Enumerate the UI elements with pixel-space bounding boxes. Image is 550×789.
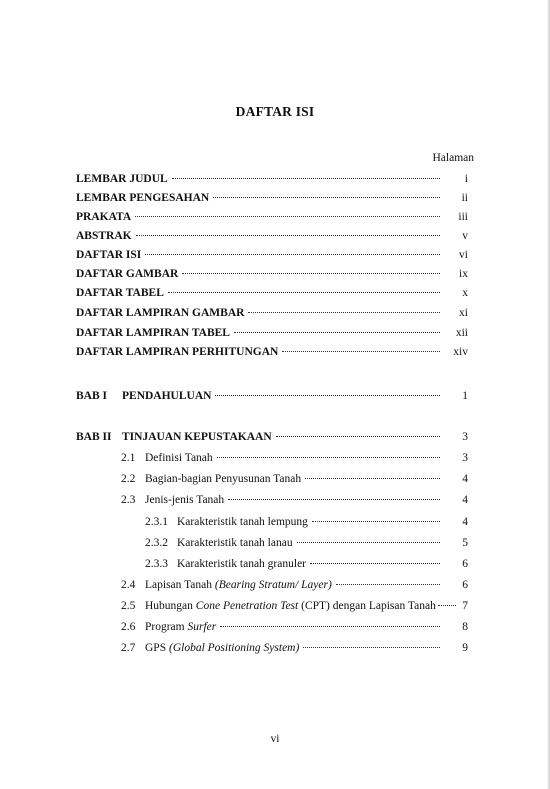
toc-section (121, 494, 468, 511)
section-number: 2.2 (121, 473, 136, 485)
section-page: 3 (462, 452, 468, 464)
dot-leader (336, 584, 440, 585)
toc-entry (76, 327, 468, 344)
toc-entry-page: x (462, 287, 468, 299)
dot-leader (217, 457, 440, 458)
dot-leader (215, 395, 440, 396)
toc-entry-label: DAFTAR LAMPIRAN PERHITUNGAN (76, 346, 279, 358)
section-page: 8 (462, 621, 468, 633)
toc-entry (76, 249, 468, 266)
toc-entry-page: xiv (453, 346, 468, 358)
toc-entry-label: ABSTRAK (76, 230, 132, 242)
toc-entry-label: DAFTAR GAMBAR (76, 268, 179, 280)
dot-leader (310, 563, 440, 564)
toc-section (121, 579, 468, 596)
section-number: 2.1 (121, 452, 136, 464)
halaman-column-label: Halaman (432, 152, 474, 164)
page-number: vi (270, 733, 280, 745)
dot-leader (297, 542, 440, 543)
section-label: Lapisan Tanah (Bearing Stratum/ Layer) (145, 579, 332, 591)
dot-leader (168, 292, 440, 293)
section-page: 4 (462, 473, 468, 485)
dot-leader (145, 254, 440, 255)
toc-entry-label: LEMBAR JUDUL (76, 173, 168, 185)
section-page: 7 (462, 600, 468, 612)
toc-section (121, 621, 468, 638)
toc-entry-label: LEMBAR PENGESAHAN (76, 192, 210, 204)
section-page: 5 (462, 537, 468, 549)
toc-chapter-2 (76, 431, 468, 448)
toc-subsection (145, 558, 468, 575)
section-label: Karakteristik tanah lempung (177, 516, 308, 528)
dot-leader (182, 273, 440, 274)
toc-entry (76, 230, 468, 247)
dot-leader (220, 626, 440, 627)
toc-entry (76, 346, 468, 363)
chapter-number: BAB I (76, 390, 107, 402)
chapter-page: 3 (462, 431, 468, 443)
section-label: Hubungan Cone Penetration Test (CPT) dengan Lapisan Tanah (145, 600, 436, 612)
chapter-title: PENDAHULUAN (122, 390, 212, 402)
section-number: 2.3.3 (145, 558, 168, 570)
section-label: Karakteristik tanah lanau (177, 537, 293, 549)
section-label: Bagian-bagian Penyusunan Tanah (145, 473, 302, 485)
toc-entry (76, 287, 468, 304)
toc-entry-label: DAFTAR LAMPIRAN TABEL (76, 327, 230, 339)
dot-leader (248, 312, 440, 313)
section-page: 9 (462, 642, 468, 654)
dot-leader (136, 235, 440, 236)
section-number: 2.4 (121, 579, 136, 591)
dot-leader (312, 521, 440, 522)
toc-entry-page: xii (455, 327, 468, 339)
section-number: 2.6 (121, 621, 136, 633)
toc-subsection (145, 516, 468, 533)
dot-leader (282, 351, 440, 352)
section-page: 6 (462, 558, 468, 570)
page-title: DAFTAR ISI (235, 104, 315, 119)
dot-leader (228, 499, 440, 500)
chapter-number: BAB II (76, 431, 112, 443)
dot-leader (303, 647, 440, 648)
section-number: 2.3.1 (145, 516, 168, 528)
section-page: 6 (462, 579, 468, 591)
toc-entry-label: DAFTAR LAMPIRAN GAMBAR (76, 307, 245, 319)
section-number: 2.3 (121, 494, 136, 506)
toc-entry-page: i (464, 173, 468, 185)
chapter-page: 1 (462, 390, 468, 402)
toc-entry-label: DAFTAR TABEL (76, 287, 164, 299)
dot-leader (438, 605, 456, 606)
section-page: 4 (462, 494, 468, 506)
section-label: Program Surfer (145, 621, 217, 633)
dot-leader (213, 197, 440, 198)
toc-entry-page: ii (461, 192, 468, 204)
section-label: Karakteristik tanah granuler (177, 558, 306, 570)
toc-section (121, 600, 468, 617)
dot-leader (135, 216, 440, 217)
toc-chapter-1 (76, 390, 468, 407)
toc-entry-label: DAFTAR ISI (76, 249, 142, 261)
section-page: 4 (462, 516, 468, 528)
section-number: 2.7 (121, 642, 136, 654)
dot-leader (172, 178, 440, 179)
section-label: GPS (Global Positioning System) (145, 642, 300, 654)
section-label: Jenis-jenis Tanah (145, 494, 225, 506)
dot-leader (234, 332, 440, 333)
toc-entry (76, 268, 468, 285)
toc-entry (76, 211, 468, 228)
section-number: 2.5 (121, 600, 136, 612)
toc-entry (76, 307, 468, 324)
toc-entry-page: vi (459, 249, 468, 261)
section-number: 2.3.2 (145, 537, 168, 549)
toc-section (121, 642, 468, 659)
toc-section (121, 473, 468, 490)
toc-entry (76, 192, 468, 209)
section-label: Definisi Tanah (145, 452, 213, 464)
dot-leader (305, 478, 440, 479)
toc-subsection (145, 537, 468, 554)
toc-entry-label: PRAKATA (76, 211, 132, 223)
toc-entry-page: xi (459, 307, 468, 319)
chapter-title: TINJAUAN KEPUSTAKAAN (122, 431, 272, 443)
toc-entry-page: v (462, 230, 468, 242)
toc-entry-page: ix (459, 268, 468, 280)
toc-entry-page: iii (458, 211, 468, 223)
toc-section (121, 452, 468, 469)
toc-entry (76, 173, 468, 190)
dot-leader (276, 436, 440, 437)
